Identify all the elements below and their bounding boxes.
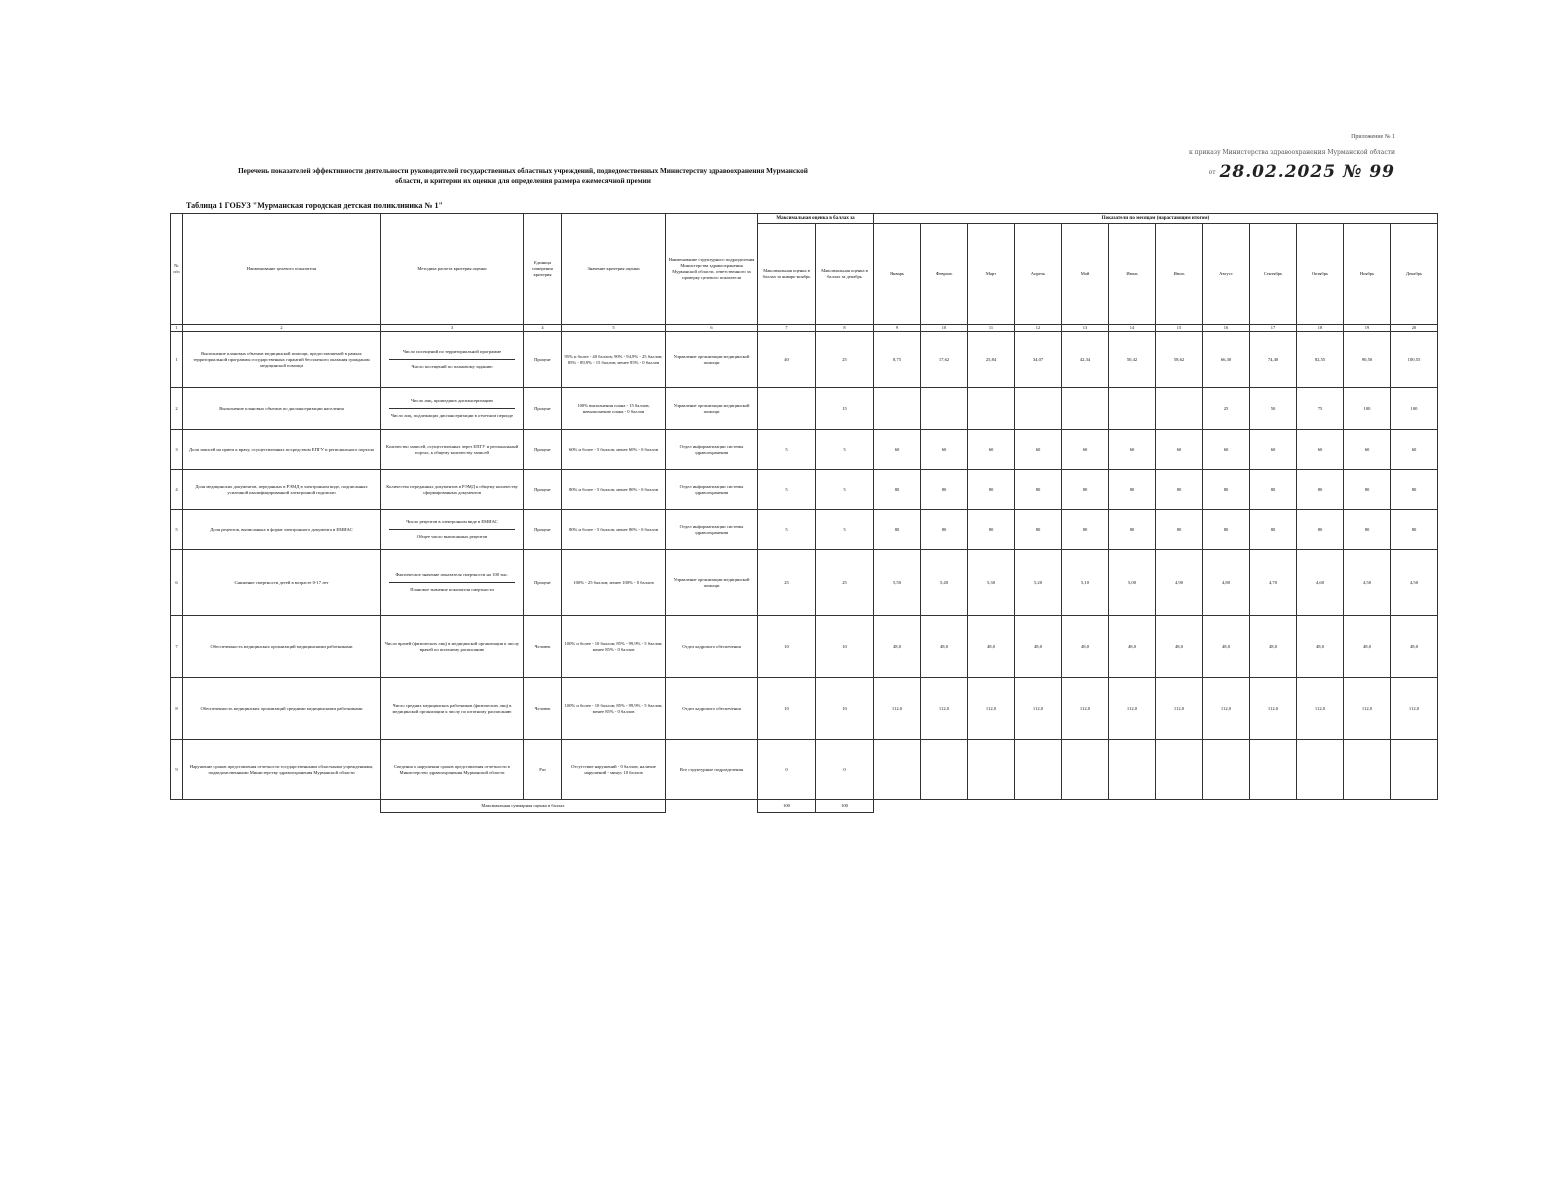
- month-value: 17,62: [921, 332, 968, 388]
- month-value: 80: [1156, 470, 1203, 510]
- method-denominator: Число посещений по плановому заданию: [411, 364, 493, 369]
- month-value: 80: [1297, 470, 1344, 510]
- month-value: [1062, 740, 1109, 800]
- month-value: [874, 388, 921, 430]
- month-value: [921, 740, 968, 800]
- column-number: 7: [758, 325, 816, 332]
- month-value: 48,0: [874, 616, 921, 678]
- column-number: 2: [183, 325, 381, 332]
- month-value: 80: [1109, 470, 1156, 510]
- method-numerator: Число посещений по территориальной программе: [402, 349, 502, 354]
- month-value: [1156, 740, 1203, 800]
- month-value: 25,84: [968, 332, 1015, 388]
- title-line-1: Перечень показателей эффективности деятельности руководителей государственных областных учреждений, подведомственных Министерству здравоохранения Мурманской: [238, 167, 808, 175]
- month-value: [1203, 740, 1250, 800]
- max-month-header: Максимальная оценка в баллах за январь-ноябрь: [758, 224, 816, 325]
- month-value: 100: [1391, 388, 1438, 430]
- month-value: 100: [1344, 388, 1391, 430]
- column-number: 6: [666, 325, 758, 332]
- month-value: 80: [1250, 470, 1297, 510]
- table-row: [171, 678, 1438, 740]
- row-number: 6: [171, 550, 183, 616]
- month-value: 74,40: [1250, 332, 1297, 388]
- max-score-month: 25: [758, 550, 816, 616]
- month-header: Январь: [874, 224, 921, 325]
- indicator-name: Доля записей на прием к врачу, осуществленных посредством ЕПГУ и регионального портала: [183, 430, 381, 470]
- criteria-value: Отсутствие нарушений - 0 баллов; наличие нарушений - минус 10 баллов: [562, 740, 666, 800]
- col-num-header: № п/п: [171, 214, 183, 325]
- responsible-unit: Отдел кадрового обеспечения: [666, 678, 758, 740]
- month-value: 48,0: [1203, 616, 1250, 678]
- month-value: 60: [968, 430, 1015, 470]
- max-score-december: 25: [816, 550, 874, 616]
- criteria-value: 100% - 25 баллов; менее 100% - 0 баллов: [562, 550, 666, 616]
- month-value: 80: [874, 510, 921, 550]
- fraction-line: [389, 529, 515, 530]
- handwritten-value: 28.02.2025 № 99: [1219, 162, 1395, 182]
- month-value: 80: [968, 510, 1015, 550]
- month-value: 8,75: [874, 332, 921, 388]
- calculation-method: Число врачей (физических лиц) в медицинской организации к числу врачей по штатному расписанию: [381, 616, 524, 678]
- max-score-month: 5: [758, 430, 816, 470]
- max-score-group-header: Максимальная оценка в баллах за: [758, 214, 874, 224]
- column-number: 11: [968, 325, 1015, 332]
- fraction-line: [389, 408, 515, 409]
- month-value: 80: [921, 510, 968, 550]
- month-value: 48,0: [1391, 616, 1438, 678]
- row-number: 2: [171, 388, 183, 430]
- criteria-value: 80% и более - 5 баллов; менее 80% - 0 баллов: [562, 510, 666, 550]
- indicator-name: Выполнение плановых объемов по диспансеризации населения: [183, 388, 381, 430]
- max-score-december: 0: [816, 740, 874, 800]
- month-header: Декабрь: [1391, 224, 1438, 325]
- month-value: 112,0: [1015, 678, 1062, 740]
- month-value: 112,0: [1250, 678, 1297, 740]
- total-label: Максимальная суммарная оценка в баллах: [381, 800, 666, 813]
- total-spacer: [171, 800, 381, 813]
- method-denominator: Плановое значение показателя смертности: [410, 587, 494, 592]
- col-criteria-header: Значение критерия оценки: [562, 214, 666, 325]
- month-value: [1015, 388, 1062, 430]
- handwritten-date-number: [1180, 142, 1395, 182]
- calculation-method: Число средних медицинских работников (физических лиц) в медицинской организации к числу по штатному расписанию: [381, 678, 524, 740]
- month-value: [1062, 388, 1109, 430]
- unit-of-measure: Процент: [524, 550, 562, 616]
- fraction-line: [389, 582, 515, 583]
- month-value: 4,60: [1297, 550, 1344, 616]
- max-score-december: 5: [816, 470, 874, 510]
- max-score-december: 10: [816, 616, 874, 678]
- month-value: 50,42: [1109, 332, 1156, 388]
- column-number: 14: [1109, 325, 1156, 332]
- month-header: Март: [968, 224, 1015, 325]
- month-value: 4,70: [1250, 550, 1297, 616]
- month-value: [1344, 740, 1391, 800]
- month-value: 60: [874, 430, 921, 470]
- method-denominator: Число лиц, подлежащих диспансеризации в отчетном периоде: [390, 413, 514, 418]
- month-value: 80: [1062, 470, 1109, 510]
- month-value: 60: [1156, 430, 1203, 470]
- month-value: 60: [1344, 430, 1391, 470]
- month-value: 48,0: [921, 616, 968, 678]
- month-value: 4,90: [1156, 550, 1203, 616]
- calculation-method: [381, 510, 524, 550]
- unit-of-measure: Процент: [524, 510, 562, 550]
- month-value: 58,62: [1156, 332, 1203, 388]
- month-value: [968, 388, 1015, 430]
- responsible-unit: Отдел информатизации системы здравоохранения: [666, 470, 758, 510]
- indicator-name: Выполнение плановых объемов медицинской помощи, предоставляемой в рамках территориальной программы государственных гарантий бесплатного оказания гражданам медицинской помощи: [183, 332, 381, 388]
- max-score-month: 10: [758, 616, 816, 678]
- month-header: Сентябрь: [1250, 224, 1297, 325]
- col-unit-header: Единица измерения критерия: [524, 214, 562, 325]
- method-numerator: Число рецептов в электронном виде в ЕМИАС: [406, 519, 498, 524]
- month-value: 5,30: [968, 550, 1015, 616]
- month-value: 66,30: [1203, 332, 1250, 388]
- month-value: 80: [1391, 510, 1438, 550]
- month-value: 5,50: [874, 550, 921, 616]
- months-group-header: Показатели по месяцам (нарастающим итогом): [874, 214, 1438, 224]
- month-value: [874, 740, 921, 800]
- month-value: 80: [1250, 510, 1297, 550]
- month-value: [921, 388, 968, 430]
- month-value: 82,55: [1297, 332, 1344, 388]
- month-value: 112,0: [1156, 678, 1203, 740]
- month-value: 5,10: [1062, 550, 1109, 616]
- col-responsible-header: Наименование структурного подразделения Министерства здравоохранения Мурманской области, ответственного за проверку целевого показателя: [666, 214, 758, 325]
- month-value: 48,0: [1250, 616, 1297, 678]
- responsible-unit: Отдел информатизации системы здравоохранения: [666, 430, 758, 470]
- row-number: 4: [171, 470, 183, 510]
- month-value: 80: [874, 470, 921, 510]
- indicator-name: Нарушение сроков представления отчетности государственными областными учреждениями, подведомственными Министерству здравоохранения Мурманской области: [183, 740, 381, 800]
- month-value: 4,50: [1344, 550, 1391, 616]
- max-score-december: 10: [816, 678, 874, 740]
- fraction-line: [389, 359, 515, 360]
- responsible-unit: Управление организации медицинской помощи: [666, 332, 758, 388]
- month-value: 75: [1297, 388, 1344, 430]
- month-value: 112,0: [968, 678, 1015, 740]
- month-value: [1250, 740, 1297, 800]
- month-value: 80: [1109, 510, 1156, 550]
- appendix-label: Приложение № 1: [1351, 134, 1395, 140]
- calculation-method: [381, 550, 524, 616]
- month-value: 80: [1203, 470, 1250, 510]
- column-number: 5: [562, 325, 666, 332]
- table-body: [171, 325, 1438, 813]
- month-value: 80: [1344, 510, 1391, 550]
- row-number: 5: [171, 510, 183, 550]
- column-number: 8: [816, 325, 874, 332]
- indicator-name: Снижение смертности детей в возрасте 0-17 лет: [183, 550, 381, 616]
- col-name-header: Наименование целевого показателя: [183, 214, 381, 325]
- title-line-2: области, и критерии их оценки для определения размера ежемесячной премии: [395, 177, 651, 185]
- responsible-unit: Управление организации медицинской помощи: [666, 550, 758, 616]
- unit-of-measure: Процент: [524, 470, 562, 510]
- unit-of-measure: Процент: [524, 332, 562, 388]
- month-value: 50: [1250, 388, 1297, 430]
- month-value: 80: [1156, 510, 1203, 550]
- row-number: 3: [171, 430, 183, 470]
- month-value: [1391, 740, 1438, 800]
- column-number: 19: [1344, 325, 1391, 332]
- column-number: 15: [1156, 325, 1203, 332]
- month-value: 5,00: [1109, 550, 1156, 616]
- month-value: 4,50: [1391, 550, 1438, 616]
- month-value: 5,40: [921, 550, 968, 616]
- row-number: 8: [171, 678, 183, 740]
- indicator-name: Доля рецептов, выписанных в форме электронного документа в ЕМИАС: [183, 510, 381, 550]
- criteria-value: 95% и более - 40 баллов; 90% - 94,9% - 25 баллов; 85% - 89,9% - 15 баллов; менее 85% - 0 баллов: [562, 332, 666, 388]
- unit-of-measure: Процент: [524, 430, 562, 470]
- month-value: 42,34: [1062, 332, 1109, 388]
- column-number: 20: [1391, 325, 1438, 332]
- criteria-value: 100% и более - 10 баллов; 85% - 99,9% - 5 баллов; менее 85% - 0 баллов: [562, 616, 666, 678]
- month-value: 48,0: [1156, 616, 1203, 678]
- criteria-value: 80% и более - 5 баллов; менее 80% - 0 баллов: [562, 470, 666, 510]
- month-value: 60: [1203, 430, 1250, 470]
- method-denominator: Общее число выписанных рецептов: [416, 534, 488, 539]
- calculation-method: Количество записей, осуществленных через ЕПГУ и региональный портал, к общему количеству записей: [381, 430, 524, 470]
- max-score-december: 25: [816, 332, 874, 388]
- table-caption: Таблица 1 ГОБУЗ "Мурманская городская детская поликлиника № 1": [186, 201, 443, 210]
- unit-of-measure: Человек: [524, 678, 562, 740]
- column-number: 18: [1297, 325, 1344, 332]
- month-value: 112,0: [921, 678, 968, 740]
- criteria-value: 100% и более - 10 баллов; 85% - 99,9% - 5 баллов; менее 85% - 0 баллов: [562, 678, 666, 740]
- month-value: 48,0: [1109, 616, 1156, 678]
- indicator-name: Доля медицинских документов, переданных в РЭМД в электронном виде, подписанных усиленной квалифицированной электронной подписью: [183, 470, 381, 510]
- header-row-1: [171, 214, 1438, 224]
- month-value: 5,20: [1015, 550, 1062, 616]
- responsible-unit: Все структурные подразделения: [666, 740, 758, 800]
- month-value: 80: [1015, 510, 1062, 550]
- column-number: 16: [1203, 325, 1250, 332]
- row-number: 7: [171, 616, 183, 678]
- responsible-unit: Отдел кадрового обеспечения: [666, 616, 758, 678]
- column-numbers-row: [171, 325, 1438, 332]
- calculation-method: [381, 388, 524, 430]
- calculation-method: Количество переданных документов в РЭМД к общему количеству сформированных документов: [381, 470, 524, 510]
- max-dec-header: Максимальная оценка в баллах за декабрь: [816, 224, 874, 325]
- month-value: 4,80: [1203, 550, 1250, 616]
- month-header: Февраль: [921, 224, 968, 325]
- month-value: 80: [921, 470, 968, 510]
- unit-of-measure: Человек: [524, 616, 562, 678]
- responsible-unit: Управление организации медицинской помощи: [666, 388, 758, 430]
- month-value: [1015, 740, 1062, 800]
- table-row: [171, 430, 1438, 470]
- order-prefix: к приказу Министерства здравоохранения Мурманской области от: [1189, 149, 1395, 176]
- row-number: 9: [171, 740, 183, 800]
- month-header: Июль: [1156, 224, 1203, 325]
- month-value: 60: [1250, 430, 1297, 470]
- month-header: Июнь: [1109, 224, 1156, 325]
- month-value: 80: [1203, 510, 1250, 550]
- max-score-december: 5: [816, 510, 874, 550]
- month-header: Ноябрь: [1344, 224, 1391, 325]
- month-value: 60: [1109, 430, 1156, 470]
- method-numerator: Фактическое значение показателя смертности на 100 тыс.: [395, 572, 509, 577]
- month-value: 90,50: [1344, 332, 1391, 388]
- month-value: [1297, 740, 1344, 800]
- max-score-month: 10: [758, 678, 816, 740]
- month-value: 60: [1015, 430, 1062, 470]
- criteria-value: 60% и более - 5 баллов; менее 60% - 0 баллов: [562, 430, 666, 470]
- month-value: 80: [968, 470, 1015, 510]
- month-value: 112,0: [1062, 678, 1109, 740]
- table-row: [171, 510, 1438, 550]
- calculation-method: [381, 332, 524, 388]
- max-score-month: [758, 388, 816, 430]
- month-header: Апрель: [1015, 224, 1062, 325]
- method-numerator: Число лиц, прошедших диспансеризацию: [411, 398, 493, 403]
- max-score-december: 5: [816, 430, 874, 470]
- max-score-month: 0: [758, 740, 816, 800]
- month-value: 100,55: [1391, 332, 1438, 388]
- month-value: 34,07: [1015, 332, 1062, 388]
- responsible-unit: Отдел информатизации системы здравоохранения: [666, 510, 758, 550]
- column-number: 9: [874, 325, 921, 332]
- month-header: Август: [1203, 224, 1250, 325]
- indicators-table: [170, 213, 1438, 813]
- total-spacer: [666, 800, 758, 813]
- month-value: 112,0: [1203, 678, 1250, 740]
- month-value: 60: [1391, 430, 1438, 470]
- month-value: [968, 740, 1015, 800]
- month-value: 48,0: [1062, 616, 1109, 678]
- month-value: 80: [1062, 510, 1109, 550]
- row-number: 1: [171, 332, 183, 388]
- month-value: 60: [921, 430, 968, 470]
- max-score-december: 15: [816, 388, 874, 430]
- month-value: 25: [1203, 388, 1250, 430]
- month-value: 48,0: [1344, 616, 1391, 678]
- month-header: Май: [1062, 224, 1109, 325]
- max-score-month: 5: [758, 470, 816, 510]
- indicator-name: Обеспеченность медицинских организаций медицинскими работниками: [183, 616, 381, 678]
- column-number: 12: [1015, 325, 1062, 332]
- month-value: [1109, 740, 1156, 800]
- column-number: 13: [1062, 325, 1109, 332]
- month-value: 80: [1297, 510, 1344, 550]
- month-value: 112,0: [1391, 678, 1438, 740]
- unit-of-measure: Процент: [524, 388, 562, 430]
- total-max-december: 100: [816, 800, 874, 813]
- month-value: 112,0: [1109, 678, 1156, 740]
- column-number: 17: [1250, 325, 1297, 332]
- document-title: [178, 166, 868, 186]
- month-value: 60: [1297, 430, 1344, 470]
- calculation-method: Сведения о нарушении сроков представления отчетности в Министерство здравоохранения Мурманской области: [381, 740, 524, 800]
- table-row: [171, 470, 1438, 510]
- month-value: 80: [1015, 470, 1062, 510]
- month-header: Октябрь: [1297, 224, 1344, 325]
- month-value: [1109, 388, 1156, 430]
- month-value: 48,0: [968, 616, 1015, 678]
- column-number: 3: [381, 325, 524, 332]
- month-value: [1156, 388, 1203, 430]
- month-value: 60: [1062, 430, 1109, 470]
- table-row: [171, 388, 1438, 430]
- month-value: 80: [1391, 470, 1438, 510]
- table-row: [171, 740, 1438, 800]
- month-value: 112,0: [1344, 678, 1391, 740]
- month-value: 48,0: [1015, 616, 1062, 678]
- total-spacer: [874, 800, 1438, 813]
- month-value: 112,0: [874, 678, 921, 740]
- indicator-name: Обеспеченность медицинских организаций средними медицинскими работниками: [183, 678, 381, 740]
- table-row: [171, 616, 1438, 678]
- month-value: 112,0: [1297, 678, 1344, 740]
- criteria-value: 100% выполнения плана - 15 баллов; невыполнение плана - 0 баллов: [562, 388, 666, 430]
- unit-of-measure: Раз: [524, 740, 562, 800]
- max-score-month: 5: [758, 510, 816, 550]
- column-number: 1: [171, 325, 183, 332]
- max-score-month: 40: [758, 332, 816, 388]
- table-row: [171, 332, 1438, 388]
- column-number: 10: [921, 325, 968, 332]
- month-value: 80: [1344, 470, 1391, 510]
- col-method-header: Методика расчета критерия оценки: [381, 214, 524, 325]
- month-value: 48,0: [1297, 616, 1344, 678]
- total-row: [171, 800, 1438, 813]
- table-row: [171, 550, 1438, 616]
- column-number: 4: [524, 325, 562, 332]
- total-max-month: 100: [758, 800, 816, 813]
